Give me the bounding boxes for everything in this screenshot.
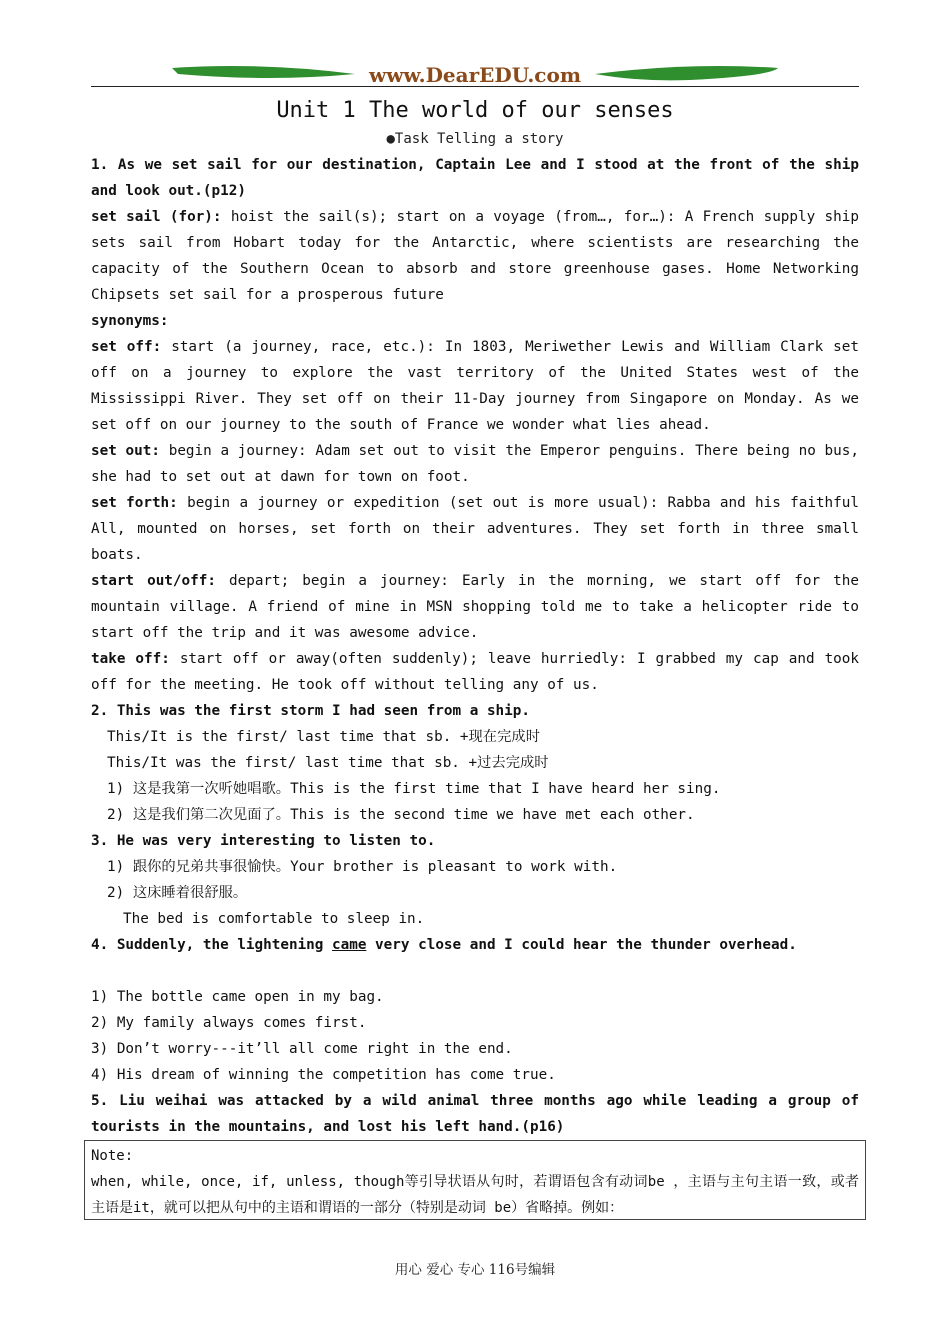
section-5-heading: 5. Liu weihai was attacked by a wild animal three months ago while leading a group of tourists in the mountains, and lost his left hand.(p16) <box>91 1093 859 1135</box>
note-label: Note: <box>91 1148 134 1164</box>
example-4-4: 4) His dream of winning the competition has come true. <box>91 1067 556 1083</box>
take-off-definition: start off or away(often suddenly); leave hurriedly: I grabbed my cap and took off for the meeting. He took off without telling any of us. <box>91 651 859 693</box>
left-swoosh <box>172 66 355 78</box>
section-4-heading <box>91 932 859 958</box>
set-off-term: set off: <box>91 339 162 355</box>
header-rule <box>91 86 859 87</box>
page-footer: 用心 爱心 专心 116号编辑 <box>394 1262 556 1278</box>
set-forth-term: set forth: <box>91 495 178 511</box>
set-sail-definition: hoist the sail(s); start on a voyage (from…, for…): A French supply ship sets sail from Hobart today for the Antarctic, where scientists are researching the capacity of the Southern Ocean to absorb and store greenhouse gases. Home Networking Chipsets set sail for a prosperous future <box>91 209 859 303</box>
example-3-2: 2) 这床睡着很舒服。 <box>107 885 248 901</box>
start-out-entry <box>91 568 859 646</box>
note-text: when, while, once, if, unless, though等引导状语从句时，若谓语包含有动词be ，主语与主句主语一致，或者主语是it，就可以把从句中的主语和谓语的一部分（特别是动词 be）省略掉。例如： <box>91 1174 859 1216</box>
example-4-2: 2) My family always comes first. <box>91 1015 367 1031</box>
page-subtitle: ●Task Telling a story <box>386 131 564 147</box>
example-4-1: 1) The bottle came open in my bag. <box>91 989 384 1005</box>
set-forth-entry <box>91 490 859 568</box>
example-2-1: 1) 这是我第一次听她唱歌。This is the first time that I have heard her sing. <box>107 781 721 797</box>
example-4-3: 3) Don’t worry---it’ll all come right in the end. <box>91 1041 513 1057</box>
site-name: www.DearEDU.com <box>368 63 582 87</box>
take-off-entry <box>91 646 859 698</box>
start-out-definition: depart; begin a journey: Early in the morning, we start off for the mountain village. A friend of mine in MSN shopping told me to take a helicopter ride to start off the trip and it was awesome advice. <box>91 573 859 641</box>
spacer <box>91 958 859 984</box>
example-3-1: 1) 跟你的兄弟共事很愉快。Your brother is pleasant to work with. <box>107 859 618 875</box>
set-off-entry <box>91 334 859 438</box>
synonyms-label: synonyms: <box>91 313 169 329</box>
pattern-present-perfect: This/It is the first/ last time that sb. +现在完成时 <box>107 729 540 745</box>
example-2-2: 2) 这是我们第二次见面了。This is the second time we have met each other. <box>107 807 695 823</box>
note-box <box>84 1140 866 1220</box>
section-3-heading: 3. He was very interesting to listen to. <box>91 833 436 849</box>
set-out-term: set out: <box>91 443 160 459</box>
example-3-2-translation: The bed is comfortable to sleep in. <box>123 911 425 927</box>
set-off-definition: start (a journey, race, etc.): In 1803, Meriwether Lewis and William Clark set off on a journey to explore the vast territory of the United States west of the Mississippi River. They set off on their 11-Day journey from Singapore on Monday. As we set off on our journey to the south of France we wonder what lies ahead. <box>91 339 859 433</box>
section-1-heading: 1. As we set sail for our destination, Captain Lee and I stood at the front of the ship and look out.(p12) <box>91 157 859 199</box>
page-title: Unit 1 The world of our senses <box>276 98 674 123</box>
section-4-heading-a: 4. Suddenly, the lightening <box>91 937 333 953</box>
section-4-heading-b: very close and I could hear the thunder overhead. <box>366 937 797 953</box>
set-forth-definition: begin a journey or expedition (set out is more usual): Rabba and his faithful All, mounted on horses, set forth on their adventures. They set forth in three small boats. <box>91 495 859 563</box>
set-sail-entry <box>91 204 859 308</box>
pattern-past-perfect: This/It was the first/ last time that sb. +过去完成时 <box>107 755 549 771</box>
right-swoosh <box>595 66 778 80</box>
document-body <box>91 152 859 1140</box>
set-sail-term: set sail (for): <box>91 209 222 225</box>
set-out-definition: begin a journey: Adam set out to visit the Emperor penguins. There being no bus, she had to set out at dawn for town on foot. <box>91 443 859 485</box>
take-off-term: take off: <box>91 651 170 667</box>
underlined-came: came <box>332 937 367 953</box>
set-out-entry <box>91 438 859 490</box>
start-out-term: start out/off: <box>91 573 216 589</box>
section-2-heading: 2. This was the first storm I had seen from a ship. <box>91 703 530 719</box>
